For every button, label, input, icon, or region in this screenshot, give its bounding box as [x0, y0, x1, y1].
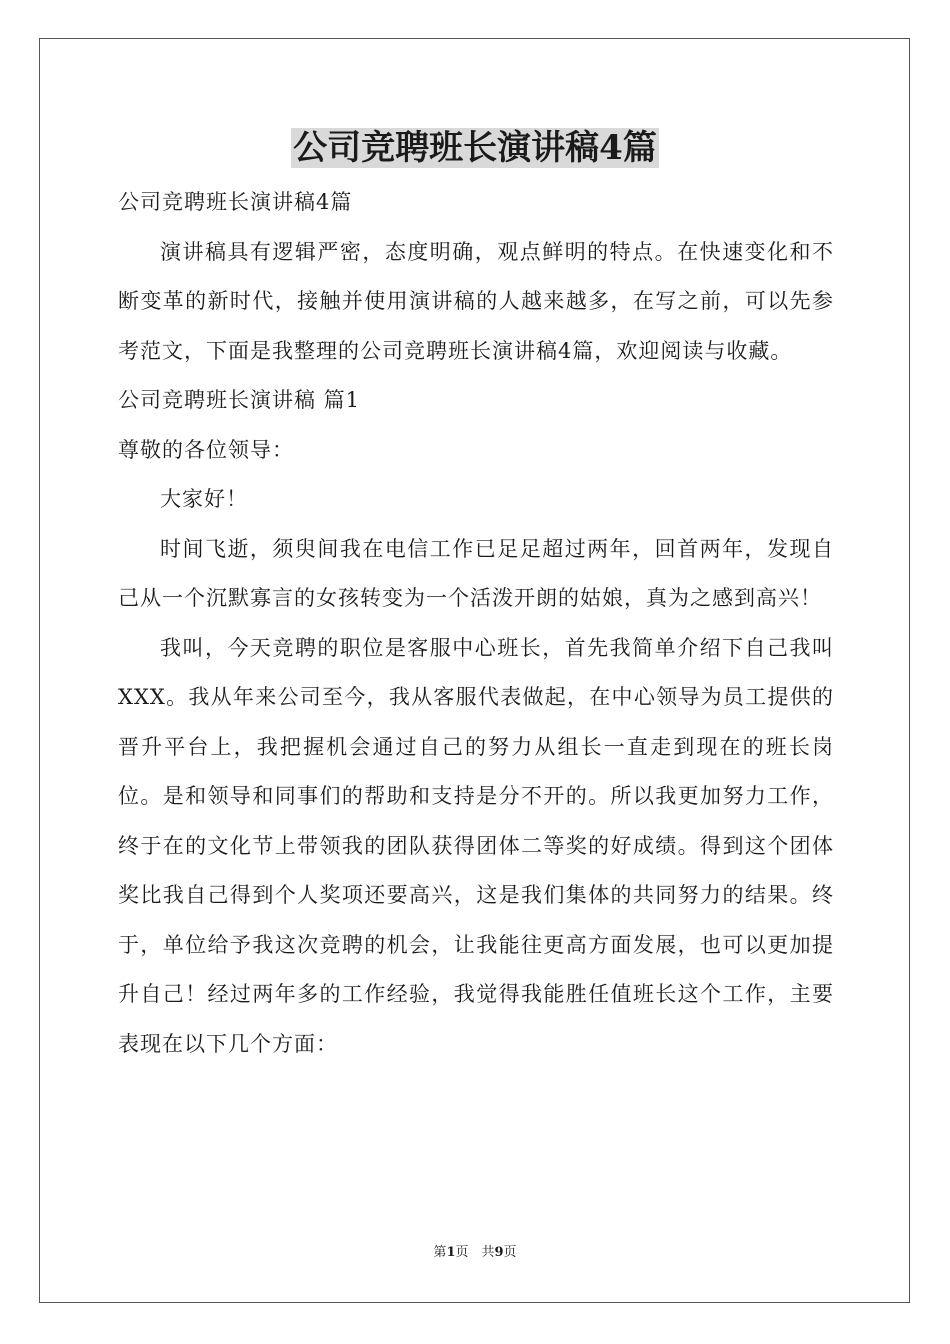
footer-page-prefix: 第	[433, 1245, 447, 1260]
paragraph-body-1: 时间飞逝，须臾间我在电信工作已足足超过两年，回首两年，发现自己从一个沉默寡言的女孩转变为一个活泼开朗的姑娘，真为之感到高兴！	[118, 536, 834, 610]
paragraph-intro: 演讲稿具有逻辑严密，态度明确，观点鲜明的特点。在快速变化和不断变革的新时代，接触并使用演讲稿的人越来越多，在写之前，可以先参考范文，下面是我整理的公司竞聘班长演讲稿4篇，欢迎阅读与收藏。	[118, 239, 834, 363]
paragraph-body-2: 我叫，今天竞聘的职位是客服中心班长，首先我简单介绍下自己我叫XXX。我从年来公司至今，我从客服代表做起，在中心领导为员工提供的晋升平台上，我把握机会通过自己的努力从组长一直走到现在的班长岗位。是和领导和同事们的帮助和支持是分不开的。所以我更加努力工作，终于在的文化节上带领我的团队获得团体二等奖的好成绩。得到这个团体奖比我自己得到个人奖项还要高兴，这是我们集体的共同努力的结果。终于，单位给予我这次竞聘的机会，让我能往更高方面发展，也可以更加提升自己！经过两年多的工作经验，我觉得我能胜任值班长这个工作，主要表现在以下几个方面：	[118, 635, 834, 1056]
document-title-text: 公司竞聘班长演讲稿4篇	[293, 128, 657, 168]
document-title	[0, 126, 950, 170]
footer-page-total: 9	[494, 1245, 504, 1260]
greeting: 大家好！	[160, 487, 248, 511]
section-heading: 公司竞聘班长演讲稿 篇1	[118, 388, 361, 412]
paragraph-subtitle: 公司竞聘班长演讲稿4篇	[118, 190, 353, 214]
page-footer	[0, 1244, 950, 1262]
footer-page-suffix: 页	[503, 1245, 517, 1260]
footer-page-mid: 页 共	[455, 1245, 495, 1260]
footer-page-current: 1	[446, 1245, 456, 1260]
salutation: 尊敬的各位领导：	[118, 437, 294, 462]
document-body	[118, 178, 834, 1069]
